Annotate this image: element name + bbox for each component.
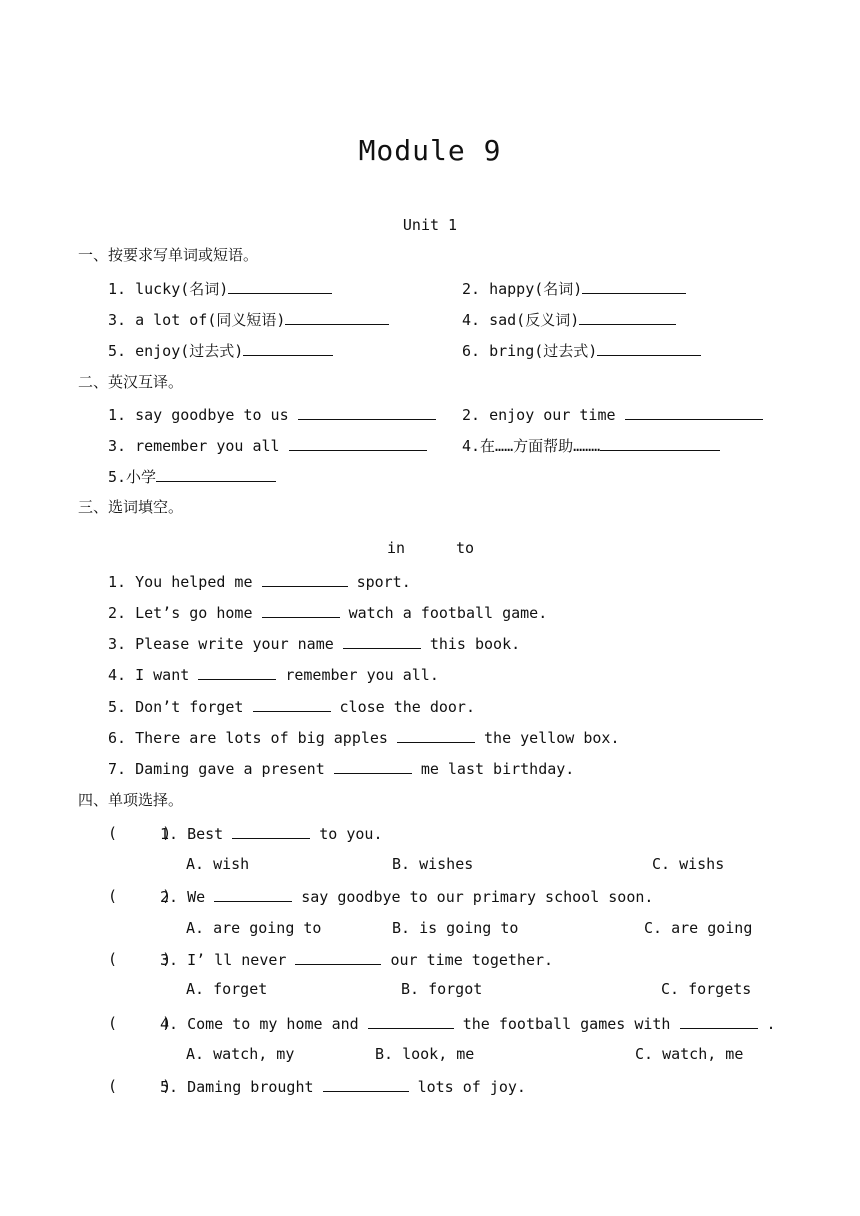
s1-item-4 (462, 310, 676, 329)
s3-item (108, 572, 411, 591)
s3-item-text: sport. (356, 573, 411, 591)
mc-option-a: A. forget (186, 980, 268, 998)
s3-item-text: this book. (429, 635, 521, 653)
word-option-in: in (387, 539, 406, 557)
s2-item-1 (108, 405, 436, 424)
answer-paren[interactable]: ( ) (108, 887, 172, 905)
s2-item-2 (462, 405, 763, 424)
answer-blank[interactable] (397, 728, 475, 743)
mc-question (160, 1077, 526, 1096)
s3-item (108, 697, 475, 716)
s1-item-6 (462, 341, 701, 360)
mc-question (160, 1014, 776, 1033)
mc-question-text: our time together. (390, 951, 554, 969)
s1-item-1 (108, 279, 332, 298)
mc-option-c: C. watch, me (635, 1045, 744, 1063)
mc-question-text: lots of joy. (417, 1078, 526, 1096)
s3-item-text: 3. Please write your name (108, 635, 334, 653)
answer-blank[interactable] (243, 341, 333, 356)
s2-item-5 (108, 467, 276, 486)
answer-blank[interactable] (295, 950, 381, 965)
s3-item-text: 2. Let’s go home (108, 604, 253, 622)
answer-blank[interactable] (262, 603, 340, 618)
mc-option-c: C. forgets (661, 980, 752, 998)
s2-item-2-text: 2. enjoy our time (462, 406, 616, 424)
mc-question (160, 824, 383, 843)
s1-item-3-text: 3. a lot of(同义短语) (108, 311, 286, 329)
answer-blank[interactable] (579, 310, 676, 325)
answer-blank[interactable] (232, 824, 310, 839)
s1-item-2 (462, 279, 686, 298)
word-option-to: to (456, 539, 475, 557)
answer-blank[interactable] (214, 887, 292, 902)
answer-blank[interactable] (334, 759, 412, 774)
answer-blank[interactable] (253, 697, 331, 712)
mc-option-c: C. wishs (652, 855, 725, 873)
mc-question-text: the football games with (462, 1015, 671, 1033)
answer-blank[interactable] (680, 1014, 758, 1029)
s2-item-3-text: 3. remember you all (108, 437, 280, 455)
s2-item-3 (108, 436, 427, 455)
mc-option-b: B. forgot (401, 980, 483, 998)
mc-option-a: A. wish (186, 855, 250, 873)
answer-blank[interactable] (625, 405, 763, 420)
s3-item-text: the yellow box. (484, 729, 620, 747)
answer-blank[interactable] (600, 436, 720, 451)
answer-paren[interactable]: ( ) (108, 1077, 172, 1095)
s3-item-text: 6. There are lots of big apples (108, 729, 388, 747)
s3-item (108, 759, 574, 778)
s1-item-5 (108, 341, 333, 360)
s2-item-4 (462, 436, 720, 455)
answer-blank[interactable] (582, 279, 686, 294)
mc-option-b: B. wishes (392, 855, 474, 873)
mc-option-a: A. are going to (186, 919, 322, 937)
s1-item-1-text: 1. lucky(名词) (108, 280, 229, 298)
s1-item-4-text: 4. sad(反义词) (462, 311, 580, 329)
answer-blank[interactable] (156, 467, 276, 482)
s3-item (108, 728, 620, 747)
answer-blank[interactable] (343, 634, 421, 649)
s2-item-1-text: 1. say goodbye to us (108, 406, 289, 424)
page-title: Module 9 (358, 134, 502, 167)
mc-question-text: 4. Come to my home and (160, 1015, 359, 1033)
unit-heading: Unit 1 (402, 216, 458, 234)
section-2-heading: 二、英汉互译。 (78, 373, 184, 391)
s3-item-text: 5. Don’t forget (108, 698, 244, 716)
answer-paren[interactable]: ( ) (108, 1014, 172, 1032)
answer-blank[interactable] (228, 279, 332, 294)
answer-blank[interactable] (262, 572, 348, 587)
mc-question-text: say goodbye to our primary school soon. (301, 888, 654, 906)
section-1-heading: 一、按要求写单词或短语。 (78, 246, 259, 264)
mc-question-text: 1. Best (160, 825, 224, 843)
s2-item-4-text: 4.在……方面帮助……… (462, 437, 601, 455)
mc-question (160, 887, 653, 906)
s1-item-6-text: 6. bring(过去式) (462, 342, 598, 360)
answer-blank[interactable] (368, 1014, 454, 1029)
s1-item-2-text: 2. happy(名词) (462, 280, 583, 298)
s1-item-3 (108, 310, 389, 329)
s3-item-text: close the door. (339, 698, 475, 716)
s3-item-text: 4. I want (108, 666, 190, 684)
mc-option-b: B. look, me (375, 1045, 475, 1063)
mc-question (160, 950, 553, 969)
s3-item-text: remember you all. (285, 666, 439, 684)
answer-paren[interactable]: ( ) (108, 950, 172, 968)
mc-question-text: . (766, 1015, 776, 1033)
mc-question-text: 2. We (160, 888, 206, 906)
answer-blank[interactable] (298, 405, 436, 420)
answer-blank[interactable] (198, 665, 276, 680)
answer-blank[interactable] (323, 1077, 409, 1092)
s3-item (108, 634, 520, 653)
mc-question-text: 5. Daming brought (160, 1078, 314, 1096)
s3-item-text: me last birthday. (420, 760, 575, 778)
s3-item-text: 1. You helped me (108, 573, 253, 591)
mc-question-text: 3. I’ ll never (160, 951, 287, 969)
section-3-heading: 三、选词填空。 (78, 498, 184, 516)
s2-item-5-text: 5.小学 (108, 468, 157, 486)
answer-blank[interactable] (285, 310, 389, 325)
answer-paren[interactable]: ( ) (108, 824, 172, 842)
mc-question-text: to you. (319, 825, 383, 843)
s1-item-5-text: 5. enjoy(过去式) (108, 342, 244, 360)
section-4-heading: 四、单项选择。 (78, 791, 184, 809)
s3-item-text: watch a football game. (348, 604, 548, 622)
mc-option-a: A. watch, my (186, 1045, 295, 1063)
s3-item (108, 603, 547, 622)
answer-blank[interactable] (597, 341, 701, 356)
s3-item (108, 665, 439, 684)
mc-option-b: B. is going to (392, 919, 519, 937)
answer-blank[interactable] (289, 436, 427, 451)
mc-option-c: C. are going (644, 919, 753, 937)
s3-item-text: 7. Daming gave a present (108, 760, 325, 778)
